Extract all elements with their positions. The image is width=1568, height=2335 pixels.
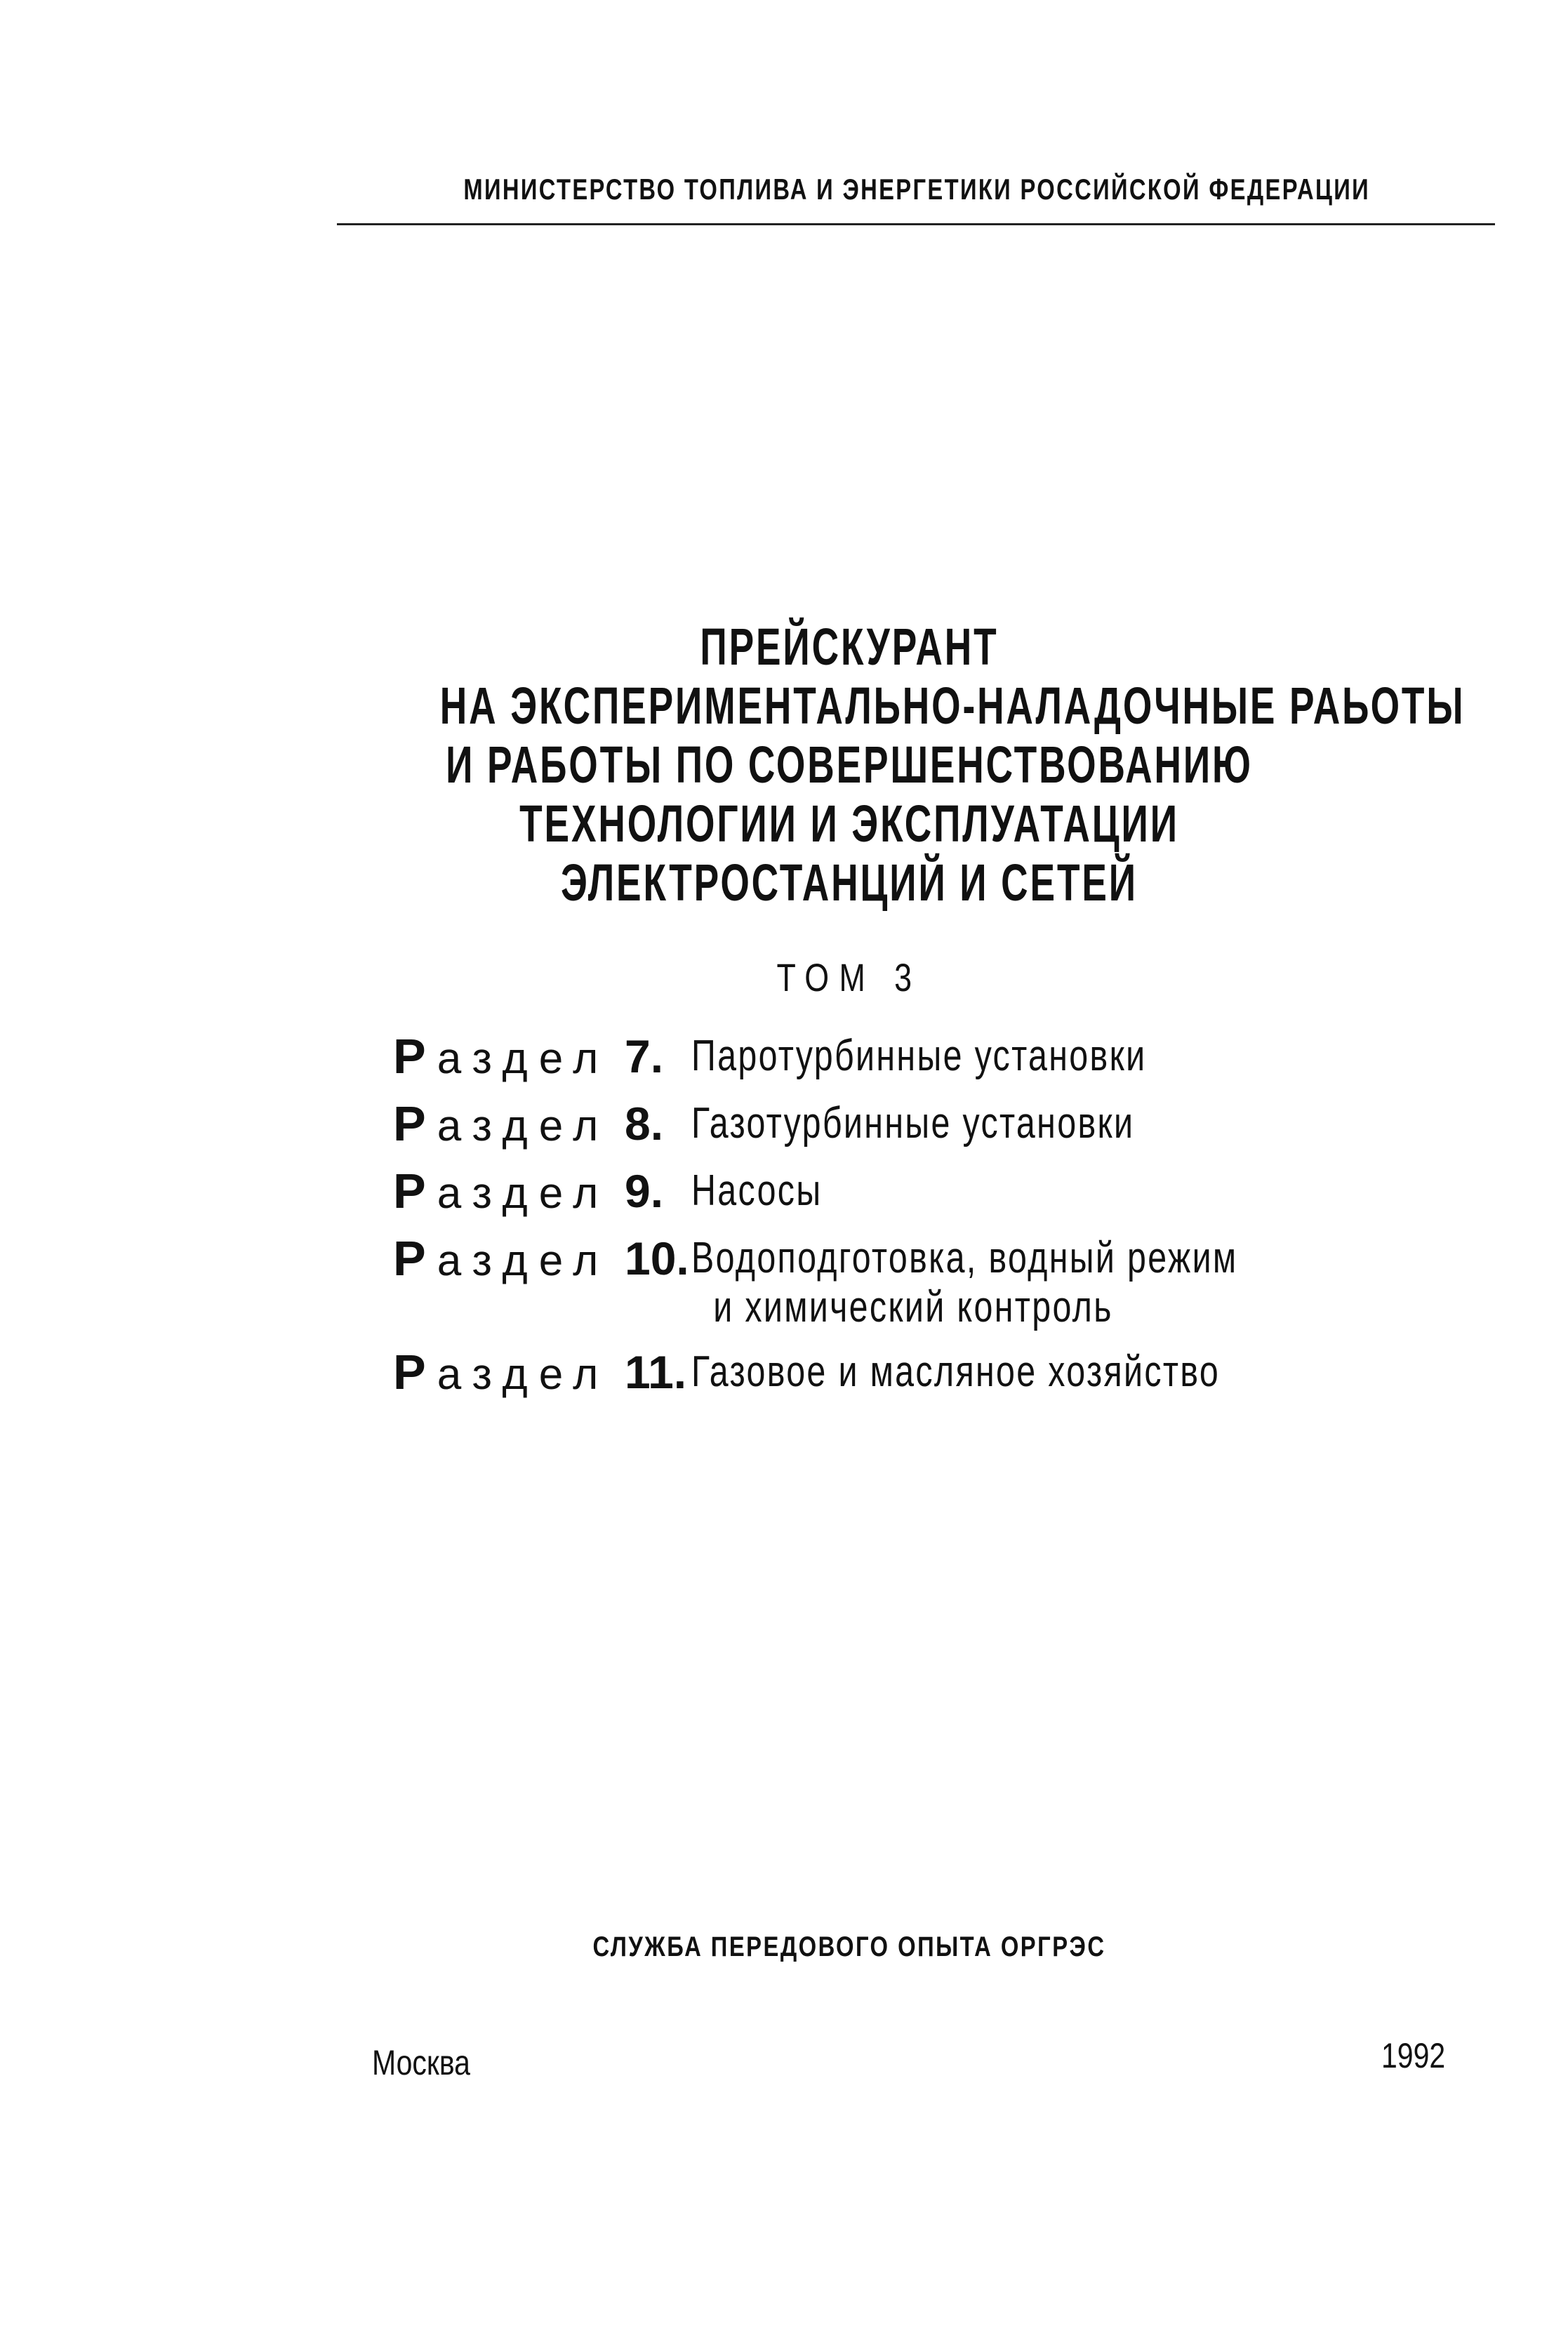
section-title: [691, 1348, 1220, 1397]
publisher-name: СЛУЖБА ПЕРЕДОВОГО ОПЫТА ОРГРЭС: [592, 1931, 1106, 1962]
section-label: [393, 1345, 625, 1399]
section-title: [691, 1234, 1238, 1332]
section-label-rest: аздел: [437, 1102, 610, 1150]
section-number: 11.: [625, 1346, 687, 1398]
ministry-header: МИНИСТЕРСТВО ТОПЛИВА И ЭНЕРГЕТИКИ РОССИЙСКОЙ ФЕДЕРАЦИИ: [463, 173, 1371, 206]
section-label-initial: Р: [393, 1345, 437, 1399]
section-title-text: Паротурбинные установки: [691, 1032, 1147, 1080]
section-item: [393, 1231, 1446, 1332]
section-label: [393, 1231, 625, 1286]
section-item: [393, 1345, 1446, 1399]
section-label-rest: аздел: [437, 1169, 610, 1218]
section-item: [393, 1096, 1446, 1151]
section-label: [393, 1029, 625, 1084]
section-label-rest: аздел: [437, 1350, 610, 1399]
section-title-continuation: и химический контроль: [713, 1283, 1113, 1331]
header-rule: [337, 223, 1495, 225]
section-title: [691, 1099, 1134, 1148]
title-line: ПРЕЙСКУРАНТ: [700, 618, 999, 676]
section-title-text: Газовое и масляное хозяйство: [691, 1348, 1221, 1396]
title-line: И РАБОТЫ ПО СОВЕРШЕНСТВОВАНИЮ: [446, 736, 1253, 794]
title-line: ЭЛЕКТРОСТАНЦИЙ И СЕТЕЙ: [561, 853, 1138, 912]
title-line: НА ЭКСПЕРИМЕНТАЛЬНО-НАЛАДОЧНЫЕ РАЬОТЫ: [439, 677, 1466, 735]
section-title-text: Газотурбинные установки: [691, 1099, 1135, 1147]
section-label-initial: Р: [393, 1164, 437, 1218]
section-label: [393, 1096, 625, 1151]
section-number: 7.: [625, 1030, 664, 1082]
publication-city: Москва: [372, 2043, 470, 2082]
section-number: 10.: [625, 1232, 689, 1284]
section-item: [393, 1029, 1446, 1084]
publication-year: 1992: [1381, 2036, 1446, 2075]
section-title-text: Водоподготовка, водный режим: [691, 1234, 1238, 1282]
section-label: [393, 1166, 625, 1218]
section-number: 8.: [625, 1098, 664, 1150]
sections-list: [393, 1029, 1446, 1415]
section-item: [393, 1166, 1446, 1218]
section-label-rest: аздел: [437, 1237, 610, 1285]
section-number: 9.: [625, 1165, 664, 1217]
volume-label: ТОМ 3: [776, 955, 922, 999]
section-title-text: Насосы: [691, 1166, 823, 1215]
section-label-initial: Р: [393, 1231, 437, 1286]
section-label-initial: Р: [393, 1029, 437, 1084]
section-title: [691, 1166, 822, 1216]
document-title: [281, 618, 1466, 912]
section-title: [691, 1032, 1146, 1081]
section-label-rest: аздел: [437, 1035, 610, 1083]
title-line: ТЕХНОЛОГИИ И ЭКСПЛУАТАЦИИ: [519, 794, 1179, 853]
section-label-initial: Р: [393, 1096, 437, 1151]
